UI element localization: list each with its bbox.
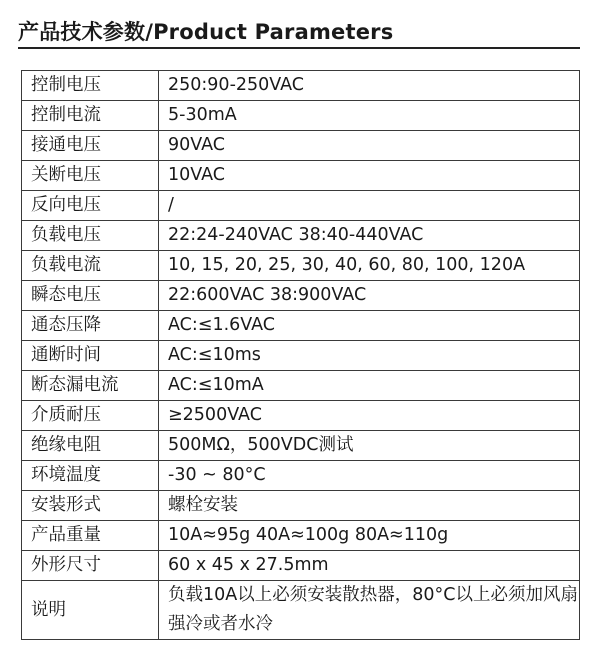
table-row [22, 281, 580, 311]
param-label: 产品重量 [22, 521, 159, 551]
param-value: 5-30mA [159, 101, 580, 131]
param-value: 500MΩ，500VDC测试 [159, 431, 580, 461]
table-row [22, 371, 580, 401]
param-value: ≥2500VAC [159, 401, 580, 431]
param-label: 控制电压 [22, 71, 159, 101]
param-label: 绝缘电阻 [22, 431, 159, 461]
table-row [22, 521, 580, 551]
param-value: -30 ~ 80°C [159, 461, 580, 491]
param-label: 负载电流 [22, 251, 159, 281]
param-value: 螺栓安装 [159, 491, 580, 521]
param-label: 负载电压 [22, 221, 159, 251]
table-row [22, 341, 580, 371]
param-value: 负载10A以上必须安装散热器，80°C以上必须加风扇强冷或者水冷 [159, 581, 580, 640]
param-label: 通态压降 [22, 311, 159, 341]
param-value: 60 x 45 x 27.5mm [159, 551, 580, 581]
param-label: 关断电压 [22, 161, 159, 191]
param-value: AC:≤10mA [159, 371, 580, 401]
table-row [22, 401, 580, 431]
table-row [22, 581, 580, 640]
param-value: 10VAC [159, 161, 580, 191]
table-row [22, 551, 580, 581]
param-value: AC:≤1.6VAC [159, 311, 580, 341]
param-label: 断态漏电流 [22, 371, 159, 401]
table-row [22, 221, 580, 251]
table-row [22, 461, 580, 491]
param-label: 环境温度 [22, 461, 159, 491]
title-underline [18, 47, 580, 49]
param-label: 说明 [22, 581, 159, 640]
table-row [22, 161, 580, 191]
param-value: 10, 15, 20, 25, 30, 40, 60, 80, 100, 120A [159, 251, 580, 281]
param-value: 250:90-250VAC [159, 71, 580, 101]
param-value: 10A≈95g 40A≈100g 80A≈110g [159, 521, 580, 551]
param-label: 反向电压 [22, 191, 159, 221]
param-label: 安装形式 [22, 491, 159, 521]
parameters-table [21, 70, 580, 640]
table-row [22, 191, 580, 221]
param-value: 22:600VAC 38:900VAC [159, 281, 580, 311]
param-label: 控制电流 [22, 101, 159, 131]
param-label: 瞬态电压 [22, 281, 159, 311]
param-value: AC:≤10ms [159, 341, 580, 371]
param-label: 接通电压 [22, 131, 159, 161]
table-row [22, 131, 580, 161]
param-label: 介质耐压 [22, 401, 159, 431]
page-title: 产品技术参数/Product Parameters [18, 20, 394, 44]
table-row [22, 71, 580, 101]
param-value: / [159, 191, 580, 221]
param-value: 90VAC [159, 131, 580, 161]
param-label: 通断时间 [22, 341, 159, 371]
param-value: 22:24-240VAC 38:40-440VAC [159, 221, 580, 251]
table-row [22, 311, 580, 341]
table-row [22, 431, 580, 461]
table-row [22, 101, 580, 131]
param-label: 外形尺寸 [22, 551, 159, 581]
table-row [22, 491, 580, 521]
table-row [22, 251, 580, 281]
